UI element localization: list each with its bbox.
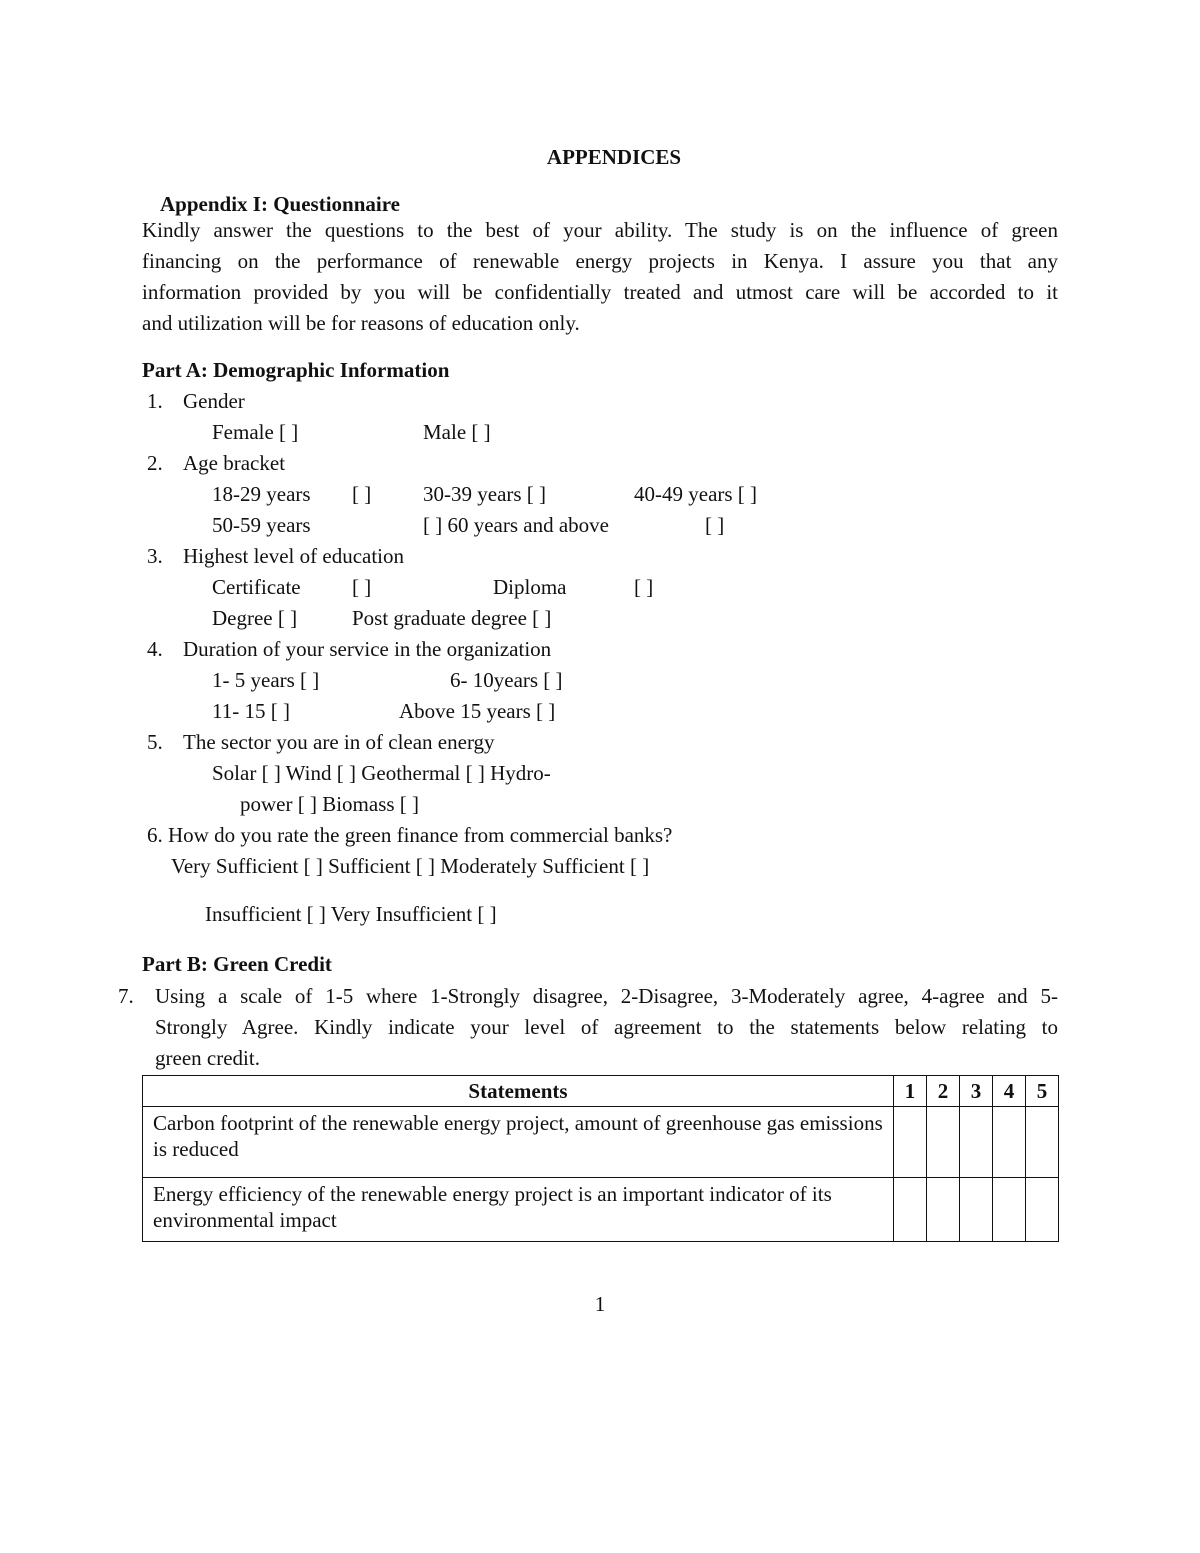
q4-option-6-10: 6- 10years [ ] bbox=[450, 668, 563, 692]
q4-option-1-5: 1- 5 years [ ] bbox=[212, 668, 320, 692]
q2-option-18-29: 18-29 years bbox=[212, 482, 311, 506]
rating-cell-5[interactable] bbox=[1026, 1178, 1059, 1242]
q2-box-60-above: [ ] bbox=[705, 513, 725, 537]
q5-options-line-1: Solar [ ] Wind [ ] Geothermal [ ] Hydro- bbox=[212, 761, 551, 785]
scale-header-4: 4 bbox=[993, 1076, 1026, 1107]
appendix-heading: Appendix I: Questionnaire bbox=[160, 192, 400, 216]
table-header-row bbox=[143, 1076, 1059, 1107]
q3-label: Highest level of education bbox=[183, 544, 405, 568]
q4-number: 4. bbox=[147, 637, 163, 661]
intro-line-4: and utilization will be for reasons of education only. bbox=[142, 311, 580, 335]
statement-cell: Carbon footprint of the renewable energy project, amount of greenhouse gas emissions is reduced bbox=[143, 1107, 894, 1178]
q2-option-30-39: 30-39 years [ ] bbox=[423, 482, 547, 506]
statements-header: Statements bbox=[143, 1076, 894, 1107]
part-b-heading: Part B: Green Credit bbox=[142, 952, 332, 976]
q5-number: 5. bbox=[147, 730, 163, 754]
q5-label: The sector you are in of clean energy bbox=[183, 730, 495, 754]
page-title: APPENDICES bbox=[546, 145, 682, 169]
q3-number: 3. bbox=[147, 544, 163, 568]
rating-cell-2[interactable] bbox=[927, 1178, 960, 1242]
q7-line-2: Strongly Agree. Kindly indicate your level of agreement to the statements below relating to bbox=[155, 1015, 1058, 1039]
q3-option-certificate: Certificate bbox=[212, 575, 301, 599]
table-row bbox=[143, 1107, 1059, 1178]
statement-cell: Energy efficiency of the renewable energy project is an important indicator of its environmental impact bbox=[143, 1178, 894, 1242]
rating-cell-1[interactable] bbox=[894, 1178, 927, 1242]
q3-option-postgraduate: Post graduate degree [ ] bbox=[352, 606, 552, 630]
q2-option-50-59: 50-59 years bbox=[212, 513, 311, 537]
q6-label: 6. How do you rate the green finance from commercial banks? bbox=[147, 823, 673, 847]
agreement-table bbox=[142, 1075, 1059, 1242]
q3-box-diploma: [ ] bbox=[634, 575, 654, 599]
q5-options-line-2: power [ ] Biomass [ ] bbox=[240, 792, 420, 816]
q1-number: 1. bbox=[147, 389, 163, 413]
q2-label: Age bracket bbox=[183, 451, 286, 475]
scale-header-3: 3 bbox=[960, 1076, 993, 1107]
q3-option-degree: Degree [ ] bbox=[212, 606, 298, 630]
q2-number: 2. bbox=[147, 451, 163, 475]
intro-line-2: financing on the performance of renewable energy projects in Kenya. I assure you that any bbox=[142, 249, 1058, 273]
rating-cell-5[interactable] bbox=[1026, 1107, 1059, 1178]
q7-number: 7. bbox=[118, 984, 134, 1008]
rating-cell-4[interactable] bbox=[993, 1107, 1026, 1178]
q1-option-female: Female [ ] bbox=[212, 420, 299, 444]
intro-line-1: Kindly answer the questions to the best of your ability. The study is on the influence of green bbox=[142, 218, 1058, 242]
q3-option-diploma: Diploma bbox=[493, 575, 567, 599]
rating-cell-3[interactable] bbox=[960, 1178, 993, 1242]
q4-label: Duration of your service in the organization bbox=[183, 637, 552, 661]
q7-line-3: green credit. bbox=[155, 1046, 260, 1070]
scale-header-2: 2 bbox=[927, 1076, 960, 1107]
part-a-heading: Part A: Demographic Information bbox=[142, 358, 450, 382]
rating-cell-3[interactable] bbox=[960, 1107, 993, 1178]
scale-header-1: 1 bbox=[894, 1076, 927, 1107]
rating-cell-2[interactable] bbox=[927, 1107, 960, 1178]
q2-option-40-49: 40-49 years [ ] bbox=[634, 482, 758, 506]
q6-options-line-1: Very Sufficient [ ] Sufficient [ ] Moderately Sufficient [ ] bbox=[171, 854, 650, 878]
q3-box-certificate: [ ] bbox=[352, 575, 372, 599]
q1-label: Gender bbox=[183, 389, 245, 413]
table-row bbox=[143, 1178, 1059, 1242]
rating-cell-4[interactable] bbox=[993, 1178, 1026, 1242]
page-number: 1 bbox=[594, 1292, 606, 1316]
q7-line-1: Using a scale of 1-5 where 1-Strongly disagree, 2-Disagree, 3-Moderately agree, 4-agree and 5- bbox=[155, 984, 1058, 1008]
q2-option-60-above: [ ] 60 years and above bbox=[423, 513, 610, 537]
q6-options-line-2: Insufficient [ ] Very Insufficient [ ] bbox=[205, 902, 497, 926]
intro-line-3: information provided by you will be confidentially treated and utmost care will be accorded to it bbox=[142, 280, 1058, 304]
rating-cell-1[interactable] bbox=[894, 1107, 927, 1178]
scale-header-5: 5 bbox=[1026, 1076, 1059, 1107]
q4-option-above-15: Above 15 years [ ] bbox=[399, 699, 556, 723]
q1-option-male: Male [ ] bbox=[423, 420, 491, 444]
q4-option-11-15: 11- 15 [ ] bbox=[212, 699, 290, 723]
q2-box-18-29: [ ] bbox=[352, 482, 372, 506]
